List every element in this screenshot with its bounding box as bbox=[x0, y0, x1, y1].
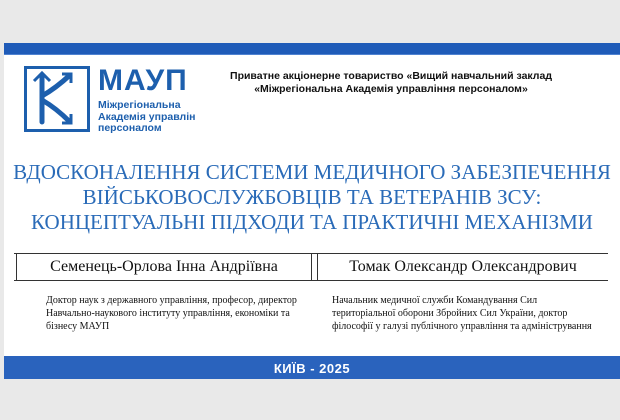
logo-subtitle: Міжрегіональна Академія управлін персоналом bbox=[98, 99, 196, 134]
organization-name bbox=[222, 70, 560, 96]
slide-title bbox=[4, 160, 620, 235]
header-bar bbox=[4, 43, 620, 55]
authors-names-row bbox=[14, 253, 608, 281]
presentation-slide bbox=[4, 43, 620, 379]
organization-line-2: «Міжрегіональна Академія управління персоналом» bbox=[254, 83, 528, 95]
maup-emblem-icon bbox=[24, 66, 90, 132]
title-line-3: КОНЦЕПТУАЛЬНІ ПІДХОДИ ТА ПРАКТИЧНІ МЕХАНІЗМИ bbox=[31, 210, 593, 234]
logo-brand: МАУП bbox=[98, 64, 188, 97]
organization-line-1: Приватне акціонерне товариство «Вищий навчальний заклад bbox=[230, 70, 552, 82]
author-name-2: Томак Олександр Олександрович bbox=[317, 254, 608, 280]
author-description-2: Начальник медичної служби Командування Сил територіальної оборони Збройних Сил України, доктор філософії у галузі публічного управління та адміністрування bbox=[332, 295, 592, 332]
footer-city-year: КИЇВ - 2025 bbox=[273, 361, 351, 376]
maup-logo bbox=[24, 66, 219, 136]
title-line-2: ВІЙСЬКОВОСЛУЖБОВЦІВ ТА ВЕТЕРАНІВ ЗСУ: bbox=[82, 185, 542, 209]
author-name-1: Семенець-Орлова Інна Андріївна bbox=[16, 254, 312, 280]
title-line-1: ВДОСКОНАЛЕННЯ СИСТЕМИ МЕДИЧНОГО ЗАБЕЗПЕЧЕННЯ bbox=[13, 160, 611, 184]
author-description-1: Доктор наук з державного управління, професор, директор Навчально-наукового інституту управління, економіки та бізнесу МАУП bbox=[46, 295, 297, 332]
